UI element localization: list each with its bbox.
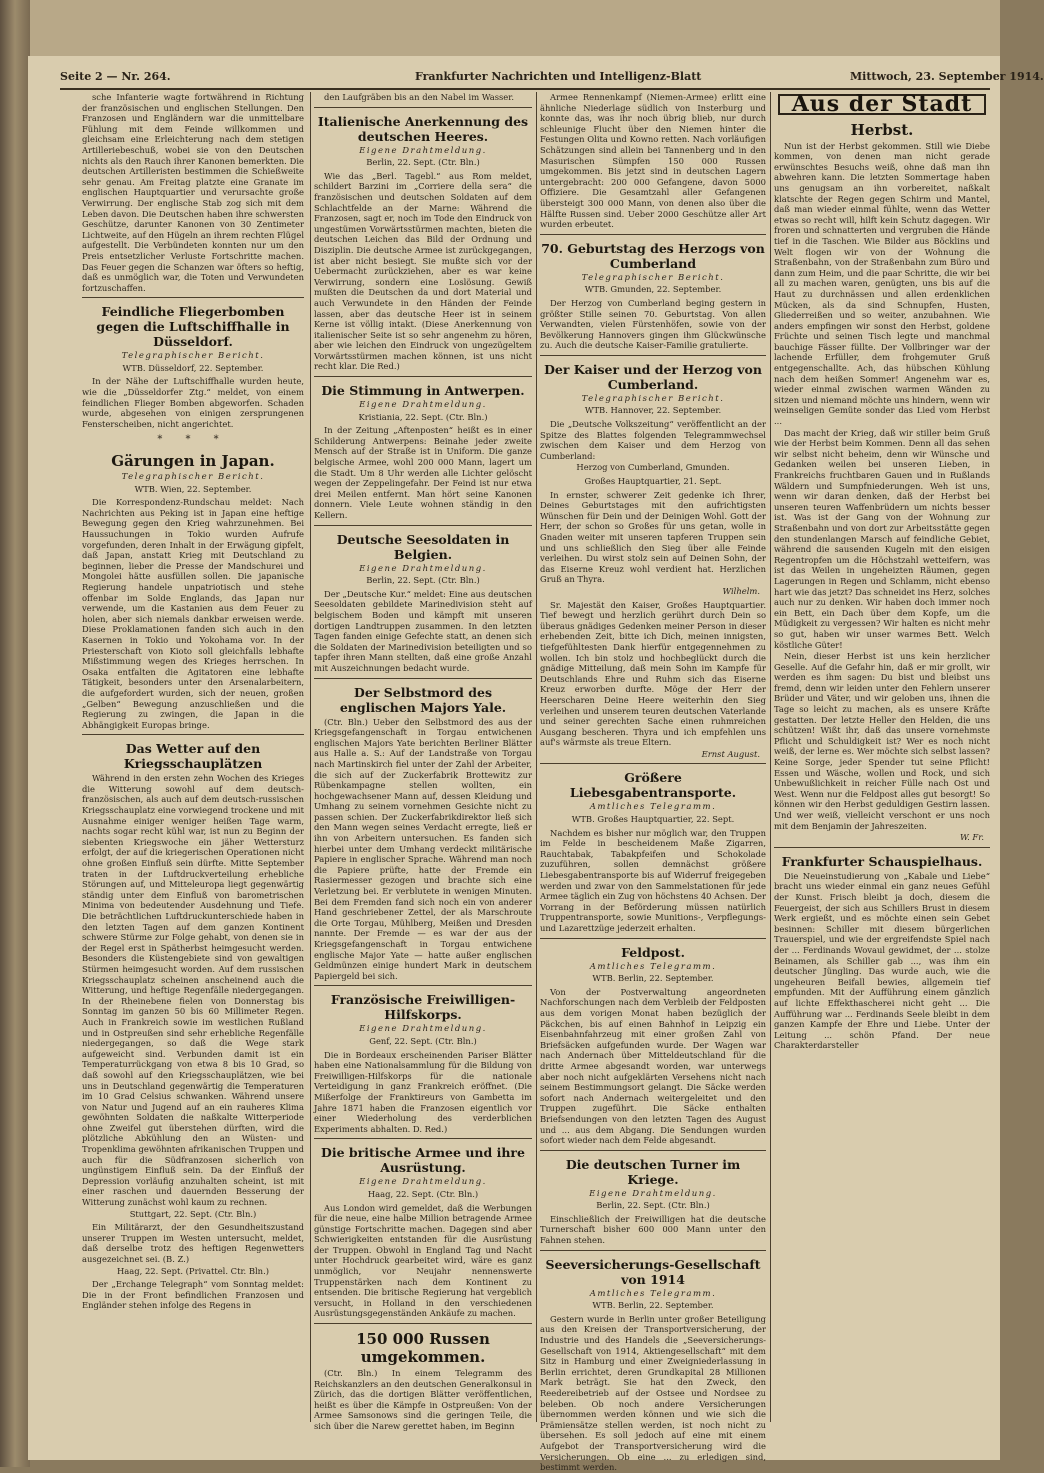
dateline: Kristiania, 22. Sept. (Ctr. Bln.) xyxy=(358,411,488,422)
separator xyxy=(314,678,532,679)
article-text: (Ctr. Bln.) In einem Telegramm des Reichskanzlers an den deutschen Generalkonsul in Zürich, das die dortigen Blätter veröffentlichen, heißt es über die Kämpfe in Ostpreußen: Von der Armee Samsonows sind die geringen Teile, die sich über die Narew gerettet haben, im Beginn xyxy=(314,1368,532,1431)
subheading: Telegraphischer Bericht. xyxy=(581,393,725,404)
headline: Feindliche Fliegerbomben gegen die Luftschiffhalle in Düsseldorf. xyxy=(96,304,290,350)
article-text: Wie das „Berl. Tagebl.“ aus Rom meldet, schildert Barzini im „Corriere della sera“ die französischen und deutschen Soldaten auf dem Schlachtfelde an der Marne: Während die Franzosen, sagt er, noch im Tode den Eindruck von ungestümen Vorwärtsstürmen machten, bieten die deutschen Leichen das Bild der Ordnung und Disziplin. Die deutsche Armee ist zurückgegangen, ist aber nicht besiegt. Sie mußte sich vor der Uebermacht zurückziehen, aber es war keine Verwirrung, sondern eine Loslösung. Gewiß mußten die Deutschen da und dort Material und auch Verwundete in den Händen der Feinde lassen, aber das deutsche Heer ist in seinem Kerne ist völlig intakt. (Diese Anerkennung von italienischer Seite ist so sehr angenehm zu hören, aber wie leichen den Eindruck von ungezügeltem Vorwärtsstürmen machen können, ist uns nicht recht klar. Die Red.) xyxy=(314,170,533,372)
separator xyxy=(82,297,304,298)
headline: Die Stimmung in Antwerpen. xyxy=(321,383,525,399)
section-heading: Aus der Stadt xyxy=(778,94,986,115)
subheading: Amtliches Telegramm. xyxy=(589,1288,717,1299)
masthead xyxy=(60,70,1044,88)
separator xyxy=(314,1138,532,1139)
separator xyxy=(540,938,766,939)
headline: 150 000 Russen umgekommen. xyxy=(356,1330,490,1367)
article-text: Sr. Majestät den Kaiser, Großes Hauptquartier. Tief bewegt und herzlich gerührt durch Dein so überaus gnädiges Gedenken meiner Person in dieser erhebenden Zeit, bitte ich Dich, meinen innigsten, tiefgefühltesten Dank hierfür entgegennehmen zu wollen. Ich bin stolz und hochbeglückt durch die gnädige Mitteilung, daß mein Sohn im Kampfe für Deutschlands Ehre und Ruhm sich das Eiserne Kreuz erworben durfte. Möge der Herr der Heerscharen Deine Heere weiterhin den Sieg verleihen und unserem teuren deutschen Vaterlande und seiner gerechten Sache einen ruhmreichen Ausgang bescheren. Thyra und ich empfehlen uns auf's wärmste als treue Eltern. xyxy=(540,599,766,748)
separator xyxy=(540,234,766,235)
book-spine xyxy=(0,0,30,1467)
separator xyxy=(540,355,766,356)
dateline: Stuttgart, 22. Sept. (Ctr. Bln.) xyxy=(129,1208,257,1219)
article-text: (Ctr. Bln.) Ueber den Selbstmord des aus der Kriegsgefangenschaft in Torgau entwichenen englischen Majors Yate berichten Berliner Blätter aus Halle a. S.: Auf der Landstraße von Torgau nach Martinskirch fiel unter der Zahl der Arbeiter, die sich auf der Zuckerfabrik Brottewitz zur Rübenkampagne stellen wollten, ein hochgewachsener Mann auf, dessen Kleidung und Umhang zu seinem vornehmen Gesichte nicht zu passen schien. Der Zuckerfabrikdirektor ließ sich den Mann wegen seines Verdacht erregte, ließ er ihn von Arbeitern untersuchen. Es fanden sich hierbei unter dem Umhang verdeckt militärische Papiere in englischer Sprache. Während man noch die Papiere prüfte, hatte der Fremde ein Rasiermesser gezogen und brachte sich eine Verletzung bei. Er verblutete in wenigen Minuten. Bei dem Fremden fand sich noch ein von anderer Hand geschriebener Zettel, der als Marschroute die Orte Torgau, Mühlberg, Meißen und Dresden nannte. Der Fremde — es war der aus der Kriegsgefangenschaft in Torgau entwichene englische Major Yate — hatte außer englischen Geldmünzen einige hundert Mark in deutschem Papiergeld bei sich. xyxy=(314,716,532,981)
column-1 xyxy=(82,92,304,1422)
subheading: Telegraphischer Bericht. xyxy=(581,272,725,283)
separator xyxy=(540,1150,766,1151)
article-text: In der Zeitung „Aftenposten“ heißt es in einer Schilderung Antwerpens: Beinahe jeder zweite Mensch auf der Straße ist in Uniform. Die ganze belgische Armee, wohl 200 000 Mann, lagert um die Stadt. Um 8 Uhr werden alle Lichter gelöscht wegen der Zeppelingefahr. Der Feind ist nur etwa drei Meilen entfernt. Man hört seine Kanonen donnern. Viele Leute wohnen ständig in den Kellern. xyxy=(314,425,532,520)
column-divider xyxy=(536,92,537,1422)
article-text: Einschließlich der Freiwilligen hat die deutsche Turnerschaft bisher 600 000 Mann unter den Fahnen stehen. xyxy=(540,1213,766,1246)
subheading: Telegraphischer Bericht. xyxy=(121,472,265,483)
dateline: WTB. Wien, 22. September. xyxy=(134,483,252,494)
dateline: Berlin, 22. Sept. (Ctr. Bln.) xyxy=(596,1200,710,1211)
subheading: Amtliches Telegramm. xyxy=(589,802,717,813)
signature: W. Fr. xyxy=(959,832,984,843)
article-text: In ernster, schwerer Zeit gedenke ich Ihrer, Deines Geburtstages mit den aufrichtigsten Wünschen für Dein und der Deinigen Wohl. Gott der Herr, der schon so Großes für uns getan, wolle in Gnaden weiter mit unseren tapferen Truppen sein und uns schließlich den Sieg über alle Feinde verleihen. Du wirst stolz sein auf Deinen Sohn, der das Eiserne Kreuz wohl verdient hat. Herzlichen Gruß an Thyra. xyxy=(540,489,766,585)
subheading: Amtliches Telegramm. xyxy=(589,961,717,972)
dateline: WTB. Großes Hauptquartier, 22. Sept. xyxy=(571,814,735,825)
separator xyxy=(314,1323,532,1324)
dateline: Haag, 22. Sept. (Ctr. Bln.) xyxy=(367,1188,479,1199)
signature: Ernst August. xyxy=(701,748,760,759)
dateline: WTB. Hannover, 22. September. xyxy=(584,405,722,416)
subheading: Eigene Drahtmeldung. xyxy=(359,400,487,411)
headline: Das Wetter auf den Kriegsschauplätzen xyxy=(123,741,263,772)
headline: Französische Freiwilligen-Hilfskorps. xyxy=(330,992,516,1023)
headline: Gärungen in Japan. xyxy=(111,452,275,471)
column-divider xyxy=(770,92,771,1422)
column-2 xyxy=(314,92,533,1431)
headline: Der Kaiser und der Herzog von Cumberland. xyxy=(544,361,762,392)
column-3 xyxy=(540,92,766,1473)
article-text: Ein Militärarzt, der den Gesundheitszustand unserer Truppen im Westen untersucht, meldet, daß derselbe trotz des heftigen Regenwetters ausgezeichnet sei. (B. Z.) xyxy=(82,1222,304,1264)
article-text: Der Herzog von Cumberland beging gestern in größter Stille seinen 70. Geburtstag. Von allen Verwandten, vielen Fürstenhöfen, sowie von der Bevölkerung Hannovers gingen ihm Glückwünsche zu. Auch die deutsche Kaiser-Familie gratulierte. xyxy=(540,297,766,351)
article-text: Von der Postverwaltung angeordneten Nachforschungen nach dem Verbleib der Feldposten aus dem vorigen Monat haben bezüglich der Päckchen, bis auf einen Bahnhof in Leipzig ein Eisenbahnfahrzeug mit einer großen Zahl von Briefsäcken aufgefunden wurde. Der Wagen war nach Andernach über Mitteldeutschland für die dritte Armee abgesandt worden, war unterwegs aber noch nicht aufgeklärten Versehens nicht nach seinem Bestimmungsort gelangt. Die Säcke werden sofort nach Andernach weitergeleitet und den Truppen zugeführt. Die Säcke enthalten Briefsendungen von den letzten Tagen des August und ... aus dem Abgang. Die Sendungen wurden sofort wieder nach dem Felde abgesandt. xyxy=(540,986,766,1146)
headline: Italienische Anerkennung des deutschen Heeres. xyxy=(317,113,529,144)
subheading: Eigene Drahtmeldung. xyxy=(359,145,487,156)
headline: Seeversicherungs-Gesellschaft von 1914 xyxy=(545,1256,761,1287)
masthead-rule xyxy=(60,88,990,90)
dateline: Großes Hauptquartier, 21. Sept. xyxy=(584,476,722,487)
headline: Deutsche Seesoldaten in Belgien. xyxy=(336,531,510,562)
separator xyxy=(314,376,532,377)
page-number: Seite 2 — Nr. 264. xyxy=(60,70,171,83)
subheading: Eigene Drahtmeldung. xyxy=(359,563,487,574)
article-text: Nun ist der Herbst gekommen. Still wie Diebe kommen, von denen man nicht gerade erwünschtes Besuchs weiß, ohne daß man ihn abwehren kann. Die letzten Sommertage haben uns genugsam an ihn vorbereitet, naßkalt klatschte der Regen gegen Schirm und Mantel, daß man wieder einmal fühlte, wenn das Wetter etwas so recht will, hilft kein Schutz dagegen. Wir froren und schnatterten und vergruben die Hände tief in die Taschen. Wie Bilder aus Böcklins und Welt flogen wir von der Wohnung die Straßenbahn, von der Straßenbahn zum Büro und dann zum Heim, und die paar Schritte, die wir bei all zu machen waren, genügten, uns bis auf die Haut zu durchnässen und allen erdenklichen Mücken, als da sind Schnupfen, Husten, Gliederreißen und so weiter, anzubahnen. Wie anders empfingen wir sonst den Herbst, goldene Früchte und seinen Tisch legte und manchmal bauchige Fässer füllte. Der Vollbringer war der lachende Erfüller, dem frohgemuter Gruß entgegenschallte. Ach, das hübschen Kühlung nach dem heißen Sommer! Angenehm war es, wieder einmal zwischen warmen Wänden zu sitzen und niemand möchte uns hindern, wenn wir weinseligen Gemüte sonder das Lied vom Herbst ... xyxy=(774,140,990,427)
column-4 xyxy=(774,92,990,1422)
newspaper-title: Frankfurter Nachrichten und Intelligenz-Blatt xyxy=(415,70,702,83)
headline: 70. Geburtstag des Herzogs von Cumberland xyxy=(541,240,765,271)
telegram-address: Herzog von Cumberland, Gmunden. xyxy=(576,462,730,473)
headline: Größere Liebesgabentransporte. xyxy=(569,770,737,801)
article-text: Die in Bordeaux erscheinenden Pariser Blätter haben eine Nationalsammlung für die Bildung von Freiwilligen-Hilfskorps für die nationale Verteidigung in ganz Frankreich eröffnet. (Die Mißerfolge der Franktireurs von Gambetta im Jahre 1871 haben die Franzosen eigentlich vor einer Wiederholung des verderblichen Experiments abhalten. D. Red.) xyxy=(314,1049,532,1134)
headline: Herbst. xyxy=(850,120,914,139)
article-text: Die Korrespondenz-Rundschau meldet: Nach Nachrichten aus Peking ist in Japan eine heftige Bewegung gegen den Krieg wahrzunehmen. Bei Haussuchungen in Tokio wurden Aufrufe vorgefunden, deren Inhalt in der Erwägung gipfelt, daß Japan, anstatt Krieg mit Deutschland zu beginnen, lieber die Presse der Mandschurei und Mongolei hätte ausfüllen sollen. Die japanische Regierung handele unpatriotisch und stehe offenbar im Solde Englands, das Japan nur verwende, um die Kastanien aus dem Feuer zu holen, aber sich niemals dankbar erweisen werde. Diese Proklamationen fanden sich auch in den Kasernen in Tokio und Yokohama vor. In der Priesterschaft von Kioto soll gleichfalls lebhafte Mißstimmung wegen des Krieges herrschen. In Osaka entfalten die Agitatoren eine lebhafte Tätigkeit, besonders unter den Arsenalarbeitern, die aufgefordert wurden, sich der neuen, großen „Gelben“ Bewegung anzuschließen und die Regierung zu zwingen, die Japan in die Abhängigkeit Europas bringe. xyxy=(82,497,304,730)
headline: Feldpost. xyxy=(621,944,685,960)
article-text: Armee Rennenkampf (Niemen-Armee) erlitt eine ähnliche Niederlage südlich von Insterburg und konnte das, was ihr noch übrig blieb, nur durch schleunige Flucht über den Niemen hinter die Festungen Olita und Kowno retten. Nach vorläufigen Schätzungen sind allein bei Tannenberg und in den Masurischen Sümpfen 150 000 Russen umgekommen. Bis jetzt sind in deutschen Lagern untergebracht: 200 000 Gefangene, davon 5000 Offiziere. Die Gesamtzahl aller Gefangenen übersteigt 300 000 Mann, von denen also über die Hälfte Russen sind. Ueber 2000 Geschütze aller Art wurden erbeutet. xyxy=(540,92,766,230)
subheading: Eigene Drahtmeldung. xyxy=(359,1024,487,1035)
article-text: Nein, dieser Herbst ist uns kein herzlicher Geselle. Auf die Gefahr hin, daß er mir grollt, wir werden es ihm sagen: Du bist und bleibst uns fremd, denn wir leiden unter den Fehlern unserer Brüder und Väter, und wir geloben uns, ihnen die Tage so leicht zu machen, als es unsere Kräfte gestatten. Der letzte Heller den Helden, die uns schützen! Wißt ihr, daß das unsere vornehmste Pflicht und Schuldigkeit ist? Wer es noch nicht weiß, der lerne es. Wer möchte sich selbst lassen? Keine Sorge, jeder Spender tut seine Pflicht! Essen und Wäsche, wollen und Rock, und sich Unbewußlichkeit in reicher Fülle nach Ost und West. Wenn nur die Feldpost alles gut besorgt! So können wir den Herbst geduldigen Gestirn lassen. Und wer weiß, vielleicht verschont er uns noch mit dem Benjamin der Jahreszeiten. xyxy=(774,651,990,831)
issue-date: Mittwoch, 23. September 1914. xyxy=(850,70,1044,83)
separator xyxy=(540,1250,766,1251)
dateline: Haag, 22. Sept. (Privattel. Ctr. Bln.) xyxy=(116,1265,270,1276)
article-text: sche Infanterie wagte fortwährend in Richtung der französischen und englischen Stellungen. Den Franzosen und Engländern war die unmittelbare Fühlung mit dem Feinde willkommen und gleichsam eine Erleichterung nach dem stetigen Artilleriebeschuß, wobei sie von den Deutschen nichts als den Rauch ihrer Kanonen bemerkten. Die deutschen Artilleristen bestimmen die Schießweite sehr genau. Am Freitag platzte eine Granate im englischen Hauptquartier und verursachte große Verwirrung. Der englische Stab zog sich mit dem Leben davon. Die Deutschen haben ihre schwersten Geschütze, darunter Kanonen von 30 Zentimeter Lichtweite, auf den Hügeln an ihrem rechten Flügel aufgestellt. Die Verbündeten konnten nur um den Preis entsetzlicher Verluste Fortschritte machen. Das Feuer gegen die Schanzen war öfters so heftig, daß es unmöglich war, die Toten und Verwundeten fortzuschaffen. xyxy=(82,92,304,293)
separator xyxy=(314,985,532,986)
dateline: WTB. Berlin, 22. September. xyxy=(592,1300,714,1311)
separator xyxy=(540,763,766,764)
separator xyxy=(314,525,532,526)
dateline: Genf, 22. Sept. (Ctr. Bln.) xyxy=(369,1035,477,1046)
signature: Wilhelm. xyxy=(722,585,760,596)
article-text: Die Neueinstudierung von „Kabale und Liebe“ bracht uns wieder einmal ein ganz neues Gefühl der Kunst. Frisch bleibt ja doch, diesem die Feuergeist, der sich aus Schillers Brust in diesem Werk ergießt, und es möchte einen sein Gebet besinnen: Schiller mit diesem bürgerlichen Trauerspiel, und wie der ergreifendste Spiel nach der ... Ferdinands Wovaul gewidmet, der ... stolze Beinamen, als Schiller gab ..., was ihm ein deutscher Jüngling. Das wurde auch, wie die ungeheuren Beifall bewies, allgemein tief empfunden. Mit der Aufführung einem gänzlich auf lichte Effekthascherei nicht geht ... Die Aufführung war ... Ferdinands Seele bleibt in dem ganzen Kampfe der Ehre und Liebe. Unter der Leitung ... schön Pfand. Der neue Charakterdarsteller xyxy=(774,870,990,1051)
dateline: Berlin, 22. Sept. (Ctr. Bln.) xyxy=(366,575,480,586)
article-text: Während in den ersten zehn Wochen des Krieges die Witterung sowohl auf dem deutsch-französischen, als auch auf dem deutsch-russischen Kriegsschauplatz eine vorwiegend trockene und mit Ausnahme einiger weniger heißen Tage warm, nachts sogar recht kühl war, ist nun zu Beginn der siebenten Kriegswoche ein jäher Wettersturz erfolgt, der auf die kriegerischen Operationen nicht ohne großen Einfluß sein dürfte. Mitte September traten in der Luftdruckverteilung erhebliche Störungen auf, und Mitteleuropa liegt gegenwärtig ständig unter dem Einfluß von barometrischen Minima von bedeutender Ausdehnung und Tiefe. Die beträchtlichen Luftdruckunterschiede haben in den letzten Tagen auf dem ganzen Kontinent schwere Stürme zur Folge gehabt, von denen sie in der Regel erst in Spätherbst heimgesucht werden. Besonders die Küstengebiete sind von gewaltigen Stürmen heimgesucht worden. Auf dem russischen Kriegsschauplatz scheinen anscheinend auch die Witterung, und heftige Regenfälle niedergegangen. In der Rheinebene fielen von Donnerstag bis Sonntag im ganzen 50 bis 60 Millimeter Regen. Auch in Frankreich sowie im westlichen Rußland und in Ostpreußen sind sehr erhebliche Regenfälle niedergegangen, so daß die Wege stark aufgeweicht sind. Verbunden damit ist ein Temperaturrückgang von etwa 8 bis 10 Grad, so daß sowohl auf den Kriegsschauplätzen, wie bei uns in Deutschland gegenwärtig die Temperaturen im 10 Grad Celsius schwanken. Während unsere von Natur und Jugend auf an ein rauheres Klima gewöhnten Soldaten die naßkalte Witterperiode ohne Zweifel gut überstehen dürften, wird die plötzliche Abkühlung den an Wüsten- und Tropenklima gewöhnten afrikanischen Truppen und auch für die Südfranzosen sicherlich von ungünstigem Einfluß sein. Da der Einfluß der Depression vorläufig anzuhalten scheint, ist mit einer raschen und dauernden Besserung der Witterung zunächst wohl kaum zu rechnen. xyxy=(82,773,304,1208)
article-text: Der „Deutsche Kur.“ meldet: Eine aus deutschen Seesoldaten gebildete Marinedivision steht auf belgischem Boden und kämpft mit unseren dortigen Landtruppen zusammen. In den letzten Tagen fanden einige Gefechte statt, an denen sich die Soldaten der Marinedivision beteiligten und so tapfer ihren Mann stellten, daß eine große Anzahl mit Auszeichnungen bedacht wurde. xyxy=(314,588,532,673)
headline: Die deutschen Turner im Kriege. xyxy=(565,1156,741,1187)
article-text: Nachdem es bisher nur möglich war, den Truppen im Felde in bescheidenem Maße Zigarren, Rauchtabak, Tabakpfeifen und Schokolade zuzuführen, sollen demnächst größere Liebesgabentransporte bis auf Widerruf freigegeben werden und zwar von den Sammelstationen für jede Armee täglich ein Zug von höchstens 40 Achsen. Der Vorrang in der Beförderung müssen natürlich Truppentransporte, sowie Munitions-, Verpflegungs- und Lazarettzüge jederzeit erhalten. xyxy=(540,827,766,933)
column-divider xyxy=(310,92,311,1422)
headline: Die britische Armee und ihre Ausrüstung. xyxy=(321,1145,525,1176)
headline: Der Selbstmord des englischen Majors Yale. xyxy=(339,684,507,715)
article-text: Aus London wird gemeldet, daß die Werbungen für die neue, eine halbe Million betragende Armee günstige Fortschritte machen. Dagegen sind aber Schwierigkeiten entstanden für die Ausrüstung der Truppen. Obwohl in England Tag und Nacht unter Hochdruck gearbeitet wird, wäre es ganz unmöglich, vor Neujahr nennenswerte Truppenstärken nach dem Kontinent zu entsenden. Die britische Regierung hat vergeblich versucht, in Holland in den verschiedenen Ausrüstungsgegenständen Ankäufe zu machen. xyxy=(314,1202,532,1319)
article-text: Der „Erchange Telegraph“ vom Sonntag meldet: Die in der Front befindlichen Franzosen und Engländer stehen infolge des Regens in xyxy=(82,1279,304,1311)
dateline: Berlin, 22. Sept. (Ctr. Bln.) xyxy=(366,157,480,168)
dateline: WTB. Düsseldorf, 22. September. xyxy=(122,362,264,373)
subheading: Eigene Drahtmeldung. xyxy=(589,1188,717,1199)
article-text: den Laufgräben bis an den Nabel im Wasser. xyxy=(324,92,515,102)
article-text: In der Nähe der Luftschiffhalle wurden heute, wie die „Düsseldorfer Ztg.“ meldet, von einem feindlichen Flieger Bomben abgeworfen. Schaden wurde, abgesehen von einigen zersprungenen Fensterscheiben, nicht angerichtet. xyxy=(82,376,304,429)
separator xyxy=(82,734,304,735)
page-top-edge xyxy=(30,0,1000,56)
dateline: WTB. Gmunden, 22. September. xyxy=(584,284,722,295)
subheading: Telegraphischer Bericht. xyxy=(121,351,265,362)
subheading: Eigene Drahtmeldung. xyxy=(359,1177,487,1188)
separator xyxy=(314,107,532,108)
star-separator: * * * xyxy=(157,434,229,446)
article-text: Das macht der Krieg, daß wir stiller beim Gruß wie der Herbst beim Kommen. Denn all das sehen wir selbst nicht beheim, denn wir Wünsche und Gedanken weilen bei unseren Lieben, in Frankreichs fruchtbaren Gauen und in Rußlands Wäldern und Sumpfniederungen. Weh ist uns, wenn wir daran denken, daß der Herbst bei unseren teuren Waffenbrüdern um nichts besser ist. Was ist der Gang von der Wohnung zur Straßenbahn und von dort zur Arbeitsstätte gegen den stundenlangen Marsch auf feindliche Gebiet, während die sausenden Kugeln mit den eisigen Regentropfen um die Höchstzahl wetteifern, was ist das Weilen in ungeheizten Räumen, gegen Lagerungen in Regen und Schlamm, nicht ebenso hart wie das jetzt? Das schneidet ins Herz, solches auch nur zu denken. Wir haben doch immer noch ein Bett, ein Dach über dem Kopfe, um die Müdigkeit zu vergessen? Wir halten es nicht mehr so gut, haben wir unser warmes Bett. Welch köstliche Güter! xyxy=(774,427,990,650)
article-text: Gestern wurde in Berlin unter großer Beteiligung aus den Kreisen der Transportversicherung, der Industrie und des Handels die „Seeversicherungs-Gesellschaft von 1914, Aktiengesellschaft“ mit dem Sitz in Hamburg und einer Zweigniederlassung in Berlin errichtet, deren Grundkapital 28 Millionen Mark beträgt. Sie hat den Zweck, den Reedereibetrieb auf der Ostsee und Nordsee zu beleben. Ob noch andere Versicherungen übernommen werden können und wie sich die Prämiensätze stellen werden, ist noch nicht zu übersehen. Es soll jedoch auf eine mit einem Aufgebot der Transportversicherung wird die Versicherungen. Ob eine ... zu erledigen sind, bestimmt werden. xyxy=(540,1313,766,1473)
separator xyxy=(774,847,990,848)
headline: Frankfurter Schauspielhaus. xyxy=(781,853,983,869)
dateline: WTB. Berlin, 22. September. xyxy=(592,973,714,984)
article-text: Die „Deutsche Volkszeitung“ veröffentlicht an der Spitze des Blattes folgenden Telegrammwechsel zwischen dem Kaiser und dem Herzog von Cumberland: xyxy=(540,419,766,461)
